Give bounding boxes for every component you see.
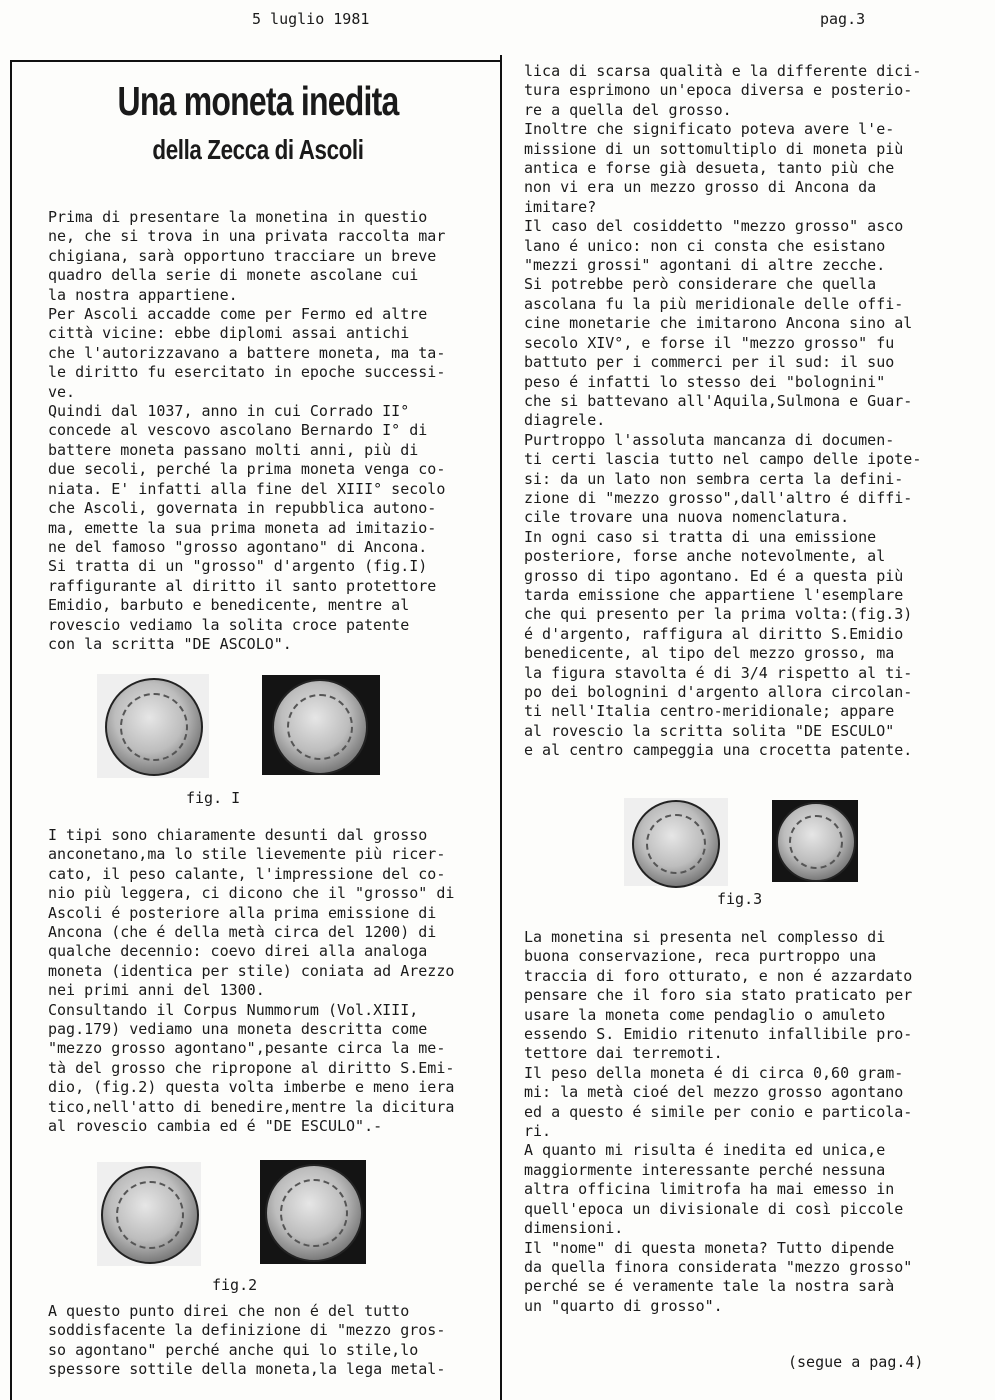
text-line: dimensioni. [524,1219,624,1238]
text-line: si: da un lato non sembra certa la defini- [524,469,904,488]
text-line: imitare? [524,197,597,216]
text-line: quell'epoca un divisionale di così piccole [524,1199,904,1218]
text-line: spessore sottile della moneta,la lega metal- [48,1360,446,1379]
text-line: pag.179) vediamo una moneta descritta come [48,1020,428,1039]
text-line: "mezzi grossi" agontani di altre zecche. [524,256,886,275]
text-line: che Ascoli, governata in repubblica autono- [48,499,437,518]
left-column-text-1 [48,208,498,654]
text-line: ascolana fu la più meridionale delle offi- [524,294,904,313]
text-line: ne del famoso "grosso agontano" di Ancona. [48,537,428,556]
text-line: nei primi anni del 1300. [48,981,265,1000]
text-line: cato, il peso calante, l'impressione del co- [48,864,446,883]
text-line: rovescio vediamo la solita croce patente [48,615,410,634]
coin-obverse-icon [101,1166,199,1264]
text-line: ti nell'Italia centro-meridionale; appare [524,702,895,721]
text-line: cine monetarie che imitarono Ancona sino al [524,314,913,333]
text-line: nio più leggera, ci dicono che il "grosso" di [48,884,455,903]
page-date: 5 luglio 1981 [252,10,370,28]
fig1-caption: fig. I [186,789,241,807]
fig2-caption: fig.2 [212,1276,258,1294]
text-line: perché se é veramente tale la nostra sarà [524,1277,895,1296]
right-column-text-1 [524,62,984,761]
text-line: A questo punto direi che non é del tutto [48,1302,410,1320]
coin-reverse-icon [776,802,856,882]
text-line: zione di "mezzo grosso",dall'altro é diffi- [524,488,913,507]
text-line: al rovescio cambia ed é "DE ESCULO".- [48,1117,383,1136]
text-line: Prima di presentare la monetina in questio [48,208,428,226]
text-line: Ancona (che é della metà circa del 1200) di [48,923,437,942]
text-line: qualche decennio: coevo direi alla analoga [48,942,428,961]
text-line: che l'autorizzavano a battere moneta, ma ta- [48,343,446,362]
article-title: Una moneta inedita [117,78,399,124]
fig3-reverse-photo [772,800,858,882]
text-line: raffigurante al diritto il santo protettore [48,576,437,595]
text-line: battuto per i commerci per il sud: il suo [524,353,895,372]
article-subtitle: della Zecca di Ascoli [152,134,364,165]
fig1-reverse-photo [262,675,380,775]
text-line: "mezzo grosso agontano",pesante circa la me- [48,1039,446,1058]
text-line: niata. E' infatti alla fine del XIII° secolo [48,479,446,498]
coin-reverse-icon [265,1164,363,1262]
text-line: tico,nell'atto di benedire,mentre la dicitura [48,1097,455,1116]
text-line: lica di scarsa qualità e la differente dici- [524,62,922,80]
text-line: Il caso del cosiddetto "mezzo grosso" asco [524,217,904,236]
text-line: La monetina si presenta nel complesso di [524,928,886,946]
text-line: moneta (identica per stile) coniata ad Arezzo [48,961,455,980]
right-column-text-2 [524,928,984,1316]
text-line: due secoli, perché la prima moneta venga co- [48,460,446,479]
text-line: diagrele. [524,411,606,430]
text-line: la figura stavolta é di 3/4 rispetto al ti- [524,663,913,682]
text-line: le diritto fu esercitato in epoche successi- [48,363,446,382]
text-line: anconetano,ma lo stile lievemente più ricer- [48,845,446,864]
fig2-reverse-photo [260,1160,366,1264]
text-line: mi: la metà cioé del mezzo grosso agontano [524,1083,904,1102]
fig2-obverse-photo [97,1162,201,1266]
text-line: grosso di tipo agontano. Ed é a questa più [524,566,904,585]
text-line: Emidio, barbuto e benedicente, mentre al [48,596,410,615]
coin-reverse-icon [272,679,368,775]
text-line: secolo XIV°, e forse il "mezzo grosso" fu [524,333,895,352]
text-line: Consultando il Corpus Nummorum (Vol.XIII, [48,1000,419,1019]
text-line: tà del grosso che ripropone al diritto S.Emi- [48,1058,455,1077]
continued-note: (segue a pag.4) [788,1353,924,1371]
text-line: che si battevano all'Aquila,Sulmona e Guar- [524,391,913,410]
text-line: peso é infatti lo stesso dei "bolognini" [524,372,886,391]
text-line: ve. [48,382,76,401]
text-line: Ascoli é posteriore alla prima emissione di [48,903,437,922]
text-line: ma, emette la sua prima moneta ad imitazio- [48,518,437,537]
left-column-text-3 [48,1302,498,1380]
fig3-caption: fig.3 [717,890,763,908]
text-line: Si potrebbe però considerare che quella [524,275,877,294]
text-line: Il peso della moneta é di circa 0,60 gram- [524,1063,904,1082]
column-divider [500,55,502,1400]
text-line: essendo S. Emidio ritenuto infallibile pro- [524,1025,913,1044]
text-line: ed a questo é simile per conio e particola- [524,1102,913,1121]
text-line: quadro della serie di monete ascolane cui [48,266,419,285]
text-line: da quella finora considerata "mezzo grosso" [524,1257,913,1276]
text-line: cile trovare una nuova nomenclatura. [524,508,850,527]
text-line: maggiormente interessante perché nessuna [524,1160,886,1179]
text-line: e al centro campeggia una crocetta patente. [524,741,913,760]
text-line: ti certi lascia tutto nel campo delle ipote- [524,450,922,469]
text-line: Si tratta di un "grosso" d'argento (fig.I) [48,557,428,576]
text-line: che qui presento per la prima volta:(fig.3) [524,605,913,624]
text-line: posteriore, forse anche notevolmente, al [524,547,886,566]
top-rule [10,60,500,62]
text-line: Per Ascoli accadde come per Fermo ed altre [48,305,428,324]
coin-obverse-icon [632,800,720,888]
text-line: con la scritta "DE ASCOLO". [48,634,292,653]
text-line: al rovescio la scritta solita "DE ESCULO" [524,721,895,740]
text-line: buona conservazione, reca purtroppo una [524,947,877,966]
text-line: un "quarto di grosso". [524,1296,723,1315]
text-line: battere moneta passano molti anni, più di [48,440,419,459]
text-line: la nostra appartiene. [48,285,238,304]
text-line: A quanto mi risulta é inedita ed unica,e [524,1141,886,1160]
page-number: pag.3 [820,10,866,28]
text-line: pensare che il foro sia stato praticato per [524,986,913,1005]
coin-obverse-icon [105,678,203,776]
text-line: Quindi dal 1037, anno in cui Corrado II° [48,402,410,421]
text-line: non vi era un mezzo grosso di Ancona da [524,178,877,197]
text-line: benedicente, al tipo del mezzo grosso, ma [524,644,895,663]
text-line: ri. [524,1122,552,1141]
text-line: re a quella del grosso. [524,100,732,119]
left-column-text-2 [48,826,498,1137]
text-line: concede al vescovo ascolano Bernardo I° di [48,421,428,440]
text-line: città vicine: ebbe diplomi assai antichi [48,324,410,343]
text-line: lano é unico: non ci consta che esistano [524,236,886,255]
text-line: antica e forse già desueta, tanto più che [524,159,895,178]
text-line: tarda emissione che appartiene l'esemplare [524,585,904,604]
text-line: I tipi sono chiaramente desunti dal grosso [48,826,428,844]
text-line: In ogni caso si tratta di una emissione [524,527,877,546]
text-line: usare la moneta come pendaglio o amuleto [524,1005,886,1024]
text-line: po dei bolognini d'argento allora circolan- [524,683,913,701]
text-line: chigiana, sarà opportuno tracciare un breve [48,246,437,265]
text-line: Il "nome" di questa moneta? Tutto dipende [524,1238,895,1257]
text-line: so agontano" perché anche qui lo stile,lo [48,1340,419,1359]
text-line: traccia di foro otturato, e non é azzardato [524,966,913,985]
text-line: missione di un sottomultiplo di moneta più [524,139,904,158]
text-line: altra officina limitrofa ha mai emesso in [524,1180,895,1199]
text-line: soddisfacente la definizione di "mezzo gros- [48,1321,446,1340]
text-line: ne, che si trova in una privata raccolta mar [48,227,446,246]
text-line: tettore dai terremoti. [524,1044,723,1063]
text-line: tura esprimono un'epoca diversa e posterio- [524,81,913,100]
fig3-obverse-photo [624,798,728,886]
left-border [10,60,12,1400]
fig1-obverse-photo [97,674,209,778]
text-line: Purtroppo l'assoluta mancanza di documen- [524,430,895,449]
text-line: é d'argento, raffigura al diritto S.Emidio [524,624,904,643]
text-line: Inoltre che significato poteva avere l'e- [524,120,895,139]
text-line: dio, (fig.2) questa volta imberbe e meno iera [48,1078,455,1097]
